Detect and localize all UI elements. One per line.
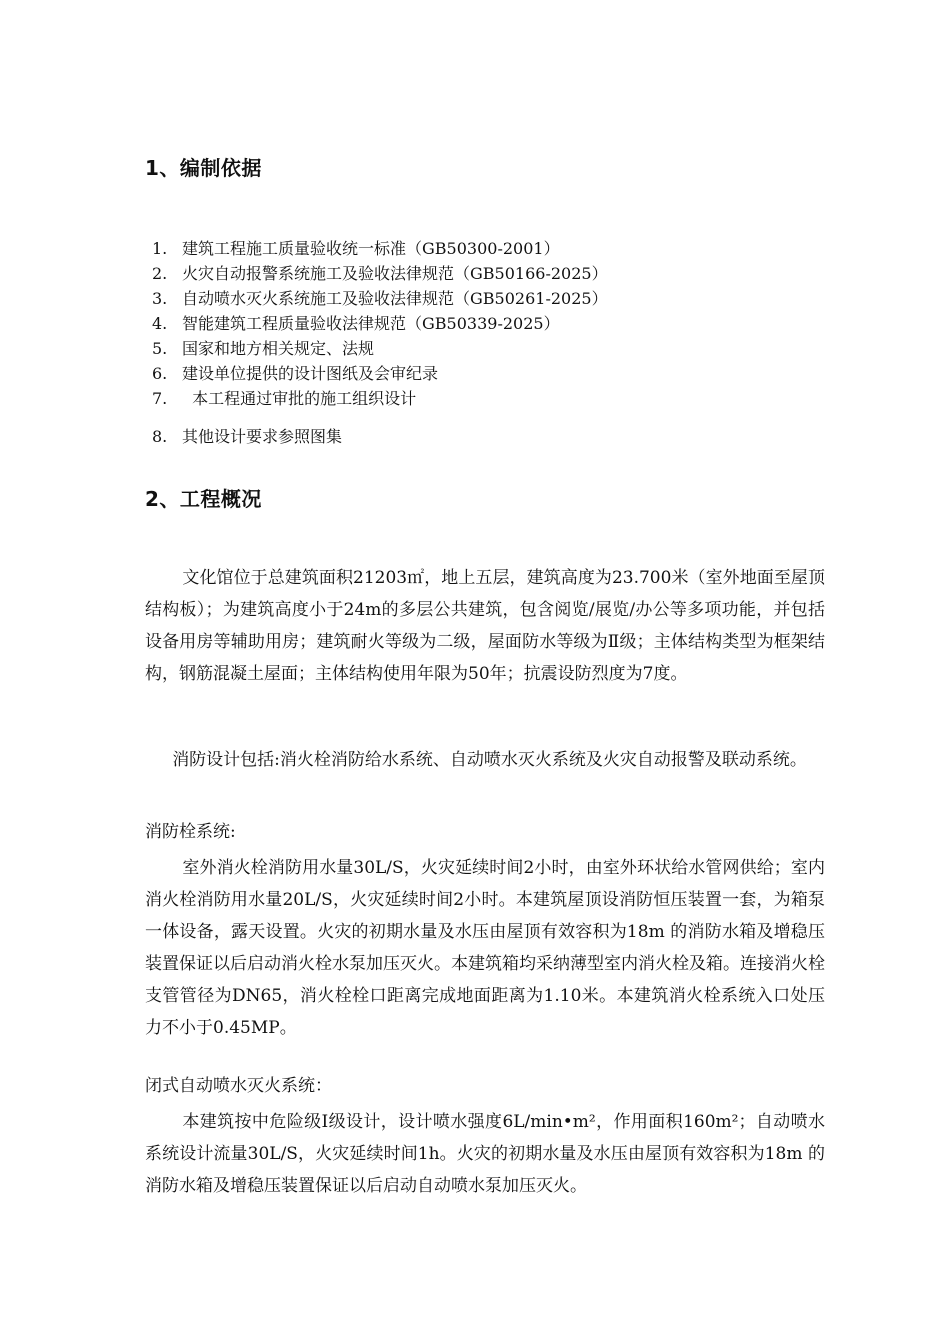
list-item: 6. 建设单位提供的设计图纸及会审纪录 <box>152 364 439 383</box>
list-item: 5. 国家和地方相关规定、法规 <box>152 339 375 358</box>
fire-design-paragraph: 消防设计包括:消火栓消防给水系统、自动喷水灭火系统及火灾自动报警及联动系统。 <box>172 750 807 770</box>
sprinkler-system-paragraph: 本建筑按中危险级Ⅰ级设计，设计喷水强度6L/min•m²，作用面积160m²；自动喷水系统设计流量30L/S，火灾延续时间1h。火灾的初期水量及水压由屋顶有效容积为18m 的消防水箱及增稳压装置保证以后启动自动喷水泵加压灭火。 <box>145 1112 825 1196</box>
overview-paragraph: 文化馆位于总建筑面积21203㎡，地上五层，建筑高度为23.700米（室外地面至屋顶结构板）；为建筑高度小于24m的多层公共建筑，包含阅览/展览/办公等多项功能，并包括设备用房等辅助用房；建筑耐火等级为二级，屋面防水等级为Ⅱ级；主体结构类型为框架结构，钢筋混凝土屋面；主体结构使用年限为50年；抗震设防烈度为7度。 <box>145 568 825 684</box>
sprinkler-system-label: 闭式自动喷水灭火系统： <box>145 1076 332 1096</box>
section-heading-overview: 2、工程概况 <box>145 487 262 511</box>
list-item: 2. 火灾自动报警系统施工及验收法律规范（GB50166-2025） <box>152 264 608 283</box>
list-item: 7. 本工程通过审批的施工组织设计 <box>152 389 417 408</box>
list-item: 4. 智能建筑工程质量验收法律规范（GB50339-2025） <box>152 314 560 333</box>
hydrant-system-label: 消防栓系统: <box>145 822 236 842</box>
list-item: 1. 建筑工程施工质量验收统一标准（GB50300-2001） <box>152 239 560 258</box>
list-item: 8. 其他设计要求参照图集 <box>152 427 343 446</box>
list-item: 3. 自动喷水灭火系统施工及验收法律规范（GB50261-2025） <box>152 289 608 308</box>
hydrant-system-paragraph: 室外消火栓消防用水量30L/S，火灾延续时间2小时，由室外环状给水管网供给；室内消火栓消防用水量20L/S，火灾延续时间2小时。本建筑屋顶设消防恒压装置一套，为箱泵一体设备，露天设置。火灾的初期水量及水压由屋顶有效容积为18m 的消防水箱及增稳压装置保证以后启动消火栓水泵加压灭火。本建筑箱均采纳薄型室内消火栓及箱。连接消火栓支管管径为DN65，消火栓栓口距离完成地面距离为1.10米。本建筑消火栓系统入口处压力不小于0.45MP。 <box>145 858 825 1038</box>
section-heading-basis: 1、编制依据 <box>145 156 262 180</box>
